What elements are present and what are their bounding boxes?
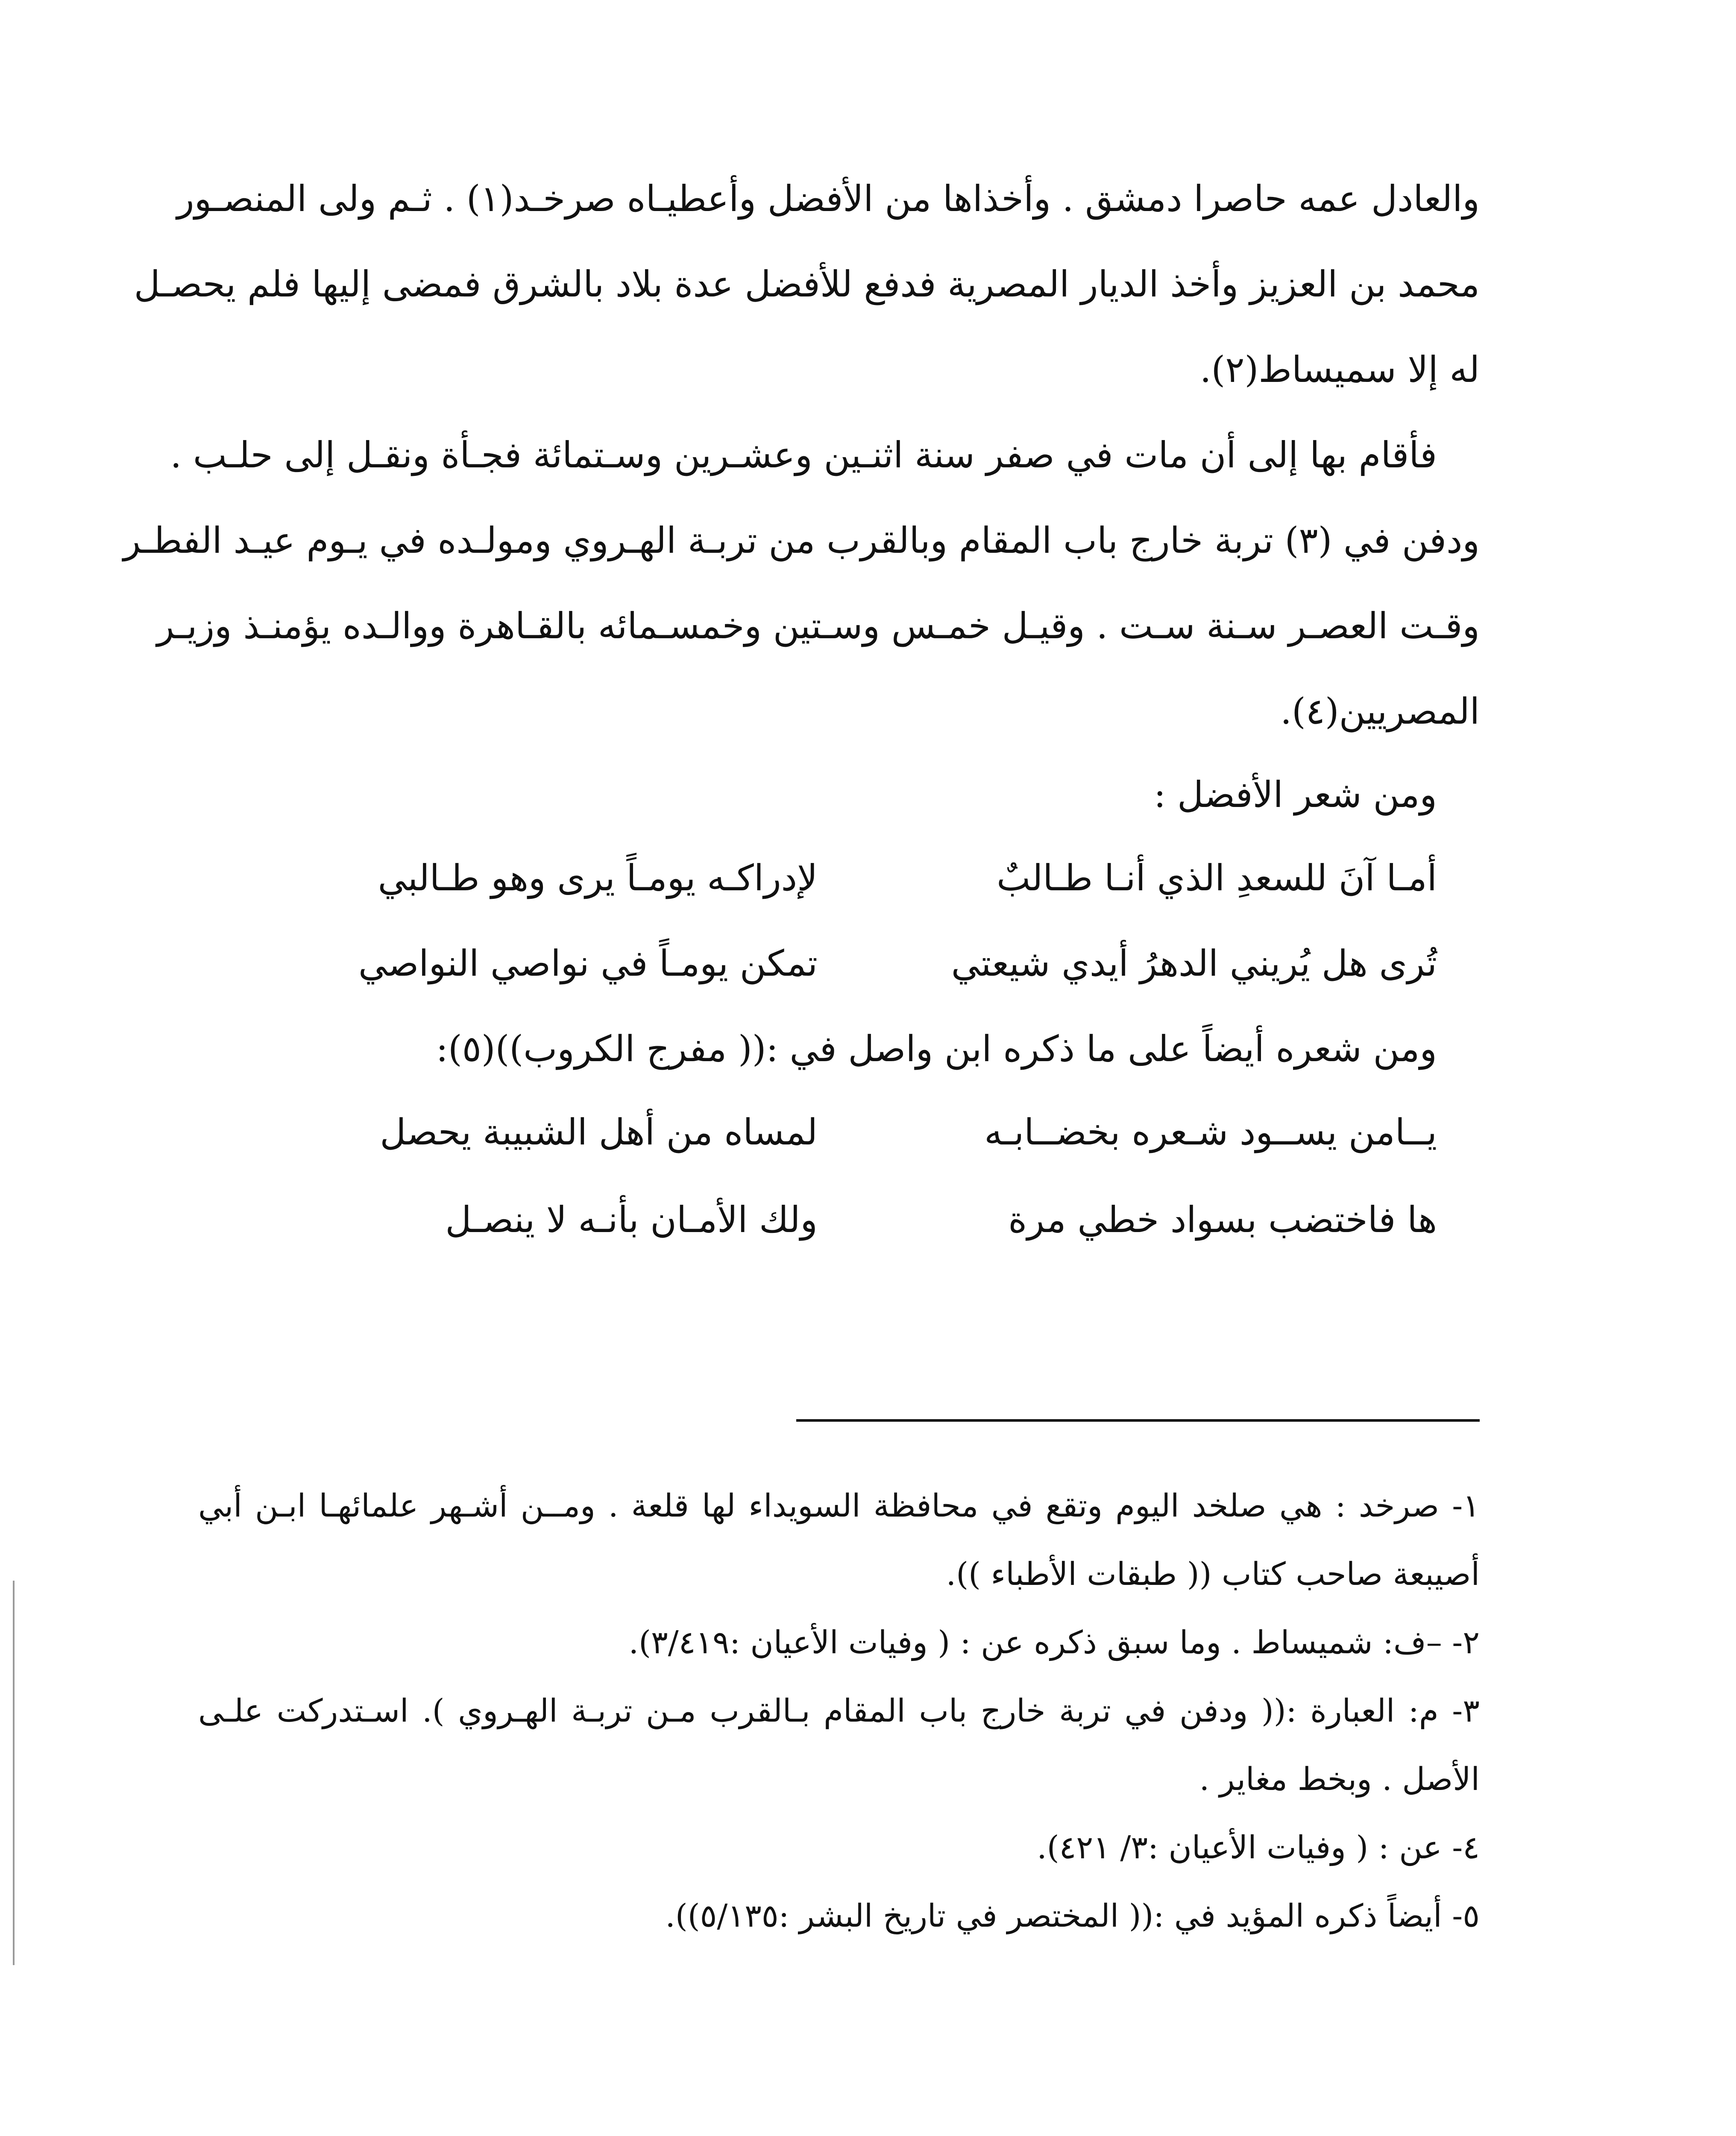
body-line-2: محمد بن العزيز وأخذ الديار المصرية فدفع للأفضل عدة بلاد بالشرق فمضى إليها فلم يحصـل	[134, 263, 1480, 305]
body-line-6: وقـت العصـر سـنة سـت . وقيـل خمـس وسـتين وخمسـمائه بالقـاهرة ووالـده يؤمنـذ وزيـر	[157, 605, 1480, 647]
poem1-verse2-first-hemistich: تُرى هل يُريني الدهرُ أيدي شيعتي	[951, 942, 1437, 984]
footnote-4: ٤- عن : ( وفيات الأعيان :٣/ ٤٢١).	[1037, 1829, 1480, 1866]
body-line-7: المصريين(٤).	[1280, 690, 1480, 732]
poem2-verse1-first-hemistich: يــامن يســود شـعره بخضــابـه	[984, 1111, 1437, 1153]
footnote-separator	[796, 1419, 1480, 1422]
poem2-verse2-second-hemistich: ولك الأمـان بأنـه لا ينصـل	[445, 1199, 818, 1241]
poem1-intro: ومن شعر الأفضل :	[1153, 774, 1437, 816]
body-line-4: فأقام بها إلى أن مات في صفر سنة اثنـين وعشـرين وسـتمائة فجـأة ونقـل إلى حلـب .	[170, 434, 1437, 476]
poem2-verse2-first-hemistich: ها فاختضب بسواد خطي مرة	[1008, 1199, 1437, 1241]
body-line-1: والعادل عمه حاصرا دمشق . وأخذاها من الأفضل وأعطيـاه صرخـد(١) . ثـم ولى المنصـور	[177, 178, 1480, 220]
footnote-3-line-2: الأصل . وبخط مغاير .	[1199, 1761, 1480, 1798]
body-line-5: ودفن في (٣) تربة خارج باب المقام وبالقرب من تربـة الهـروي ومولـده في يـوم عيـد الفطـر	[123, 519, 1480, 561]
poem1-verse2-second-hemistich: تمكن يومـاً في نواصي النواصي	[358, 942, 818, 984]
scan-margin-mark	[13, 1581, 15, 1965]
footnote-1-line-1: ١- صرخد : هي صلخد اليوم وتقع في محافظة السويداء لها قلعة . ومــن أشـهر علمائهـا ابـن أبي	[198, 1488, 1480, 1524]
poem2-intro: ومن شعره أيضاً على ما ذكره ابن واصل في :(( مفرج الكروب))(٥):	[436, 1028, 1437, 1070]
footnote-2: ٢- –ف: شميساط . وما سبق ذكره عن : ( وفيات الأعيان :٣/٤١٩).	[628, 1624, 1480, 1661]
poem1-verse1-first-hemistich: أمـا آنَ للسعدِ الذي أنـا طـالبٌ	[997, 857, 1437, 899]
body-line-3: له إلا سميساط(٢).	[1199, 349, 1480, 390]
poem2-verse1-second-hemistich: لمساه من أهل الشبيبة يحصل	[380, 1111, 818, 1153]
poem1-verse1-second-hemistich: لإدراكـه يومـاً يرى وهو طـالبي	[378, 857, 818, 899]
footnote-5: ٥- أيضاً ذكره المؤيد في :(( المختصر في تاريخ البشر :٥/١٣٥)).	[665, 1898, 1480, 1934]
footnote-1-line-2: أصيبعة صاحب كتاب (( طبقات الأطباء )).	[946, 1556, 1480, 1593]
footnote-3-line-1: ٣- م: العبارة :(( ودفن في تربة خارج باب المقام بـالقرب مـن تربـة الهـروي ). اسـتدركت علـى	[198, 1693, 1480, 1729]
